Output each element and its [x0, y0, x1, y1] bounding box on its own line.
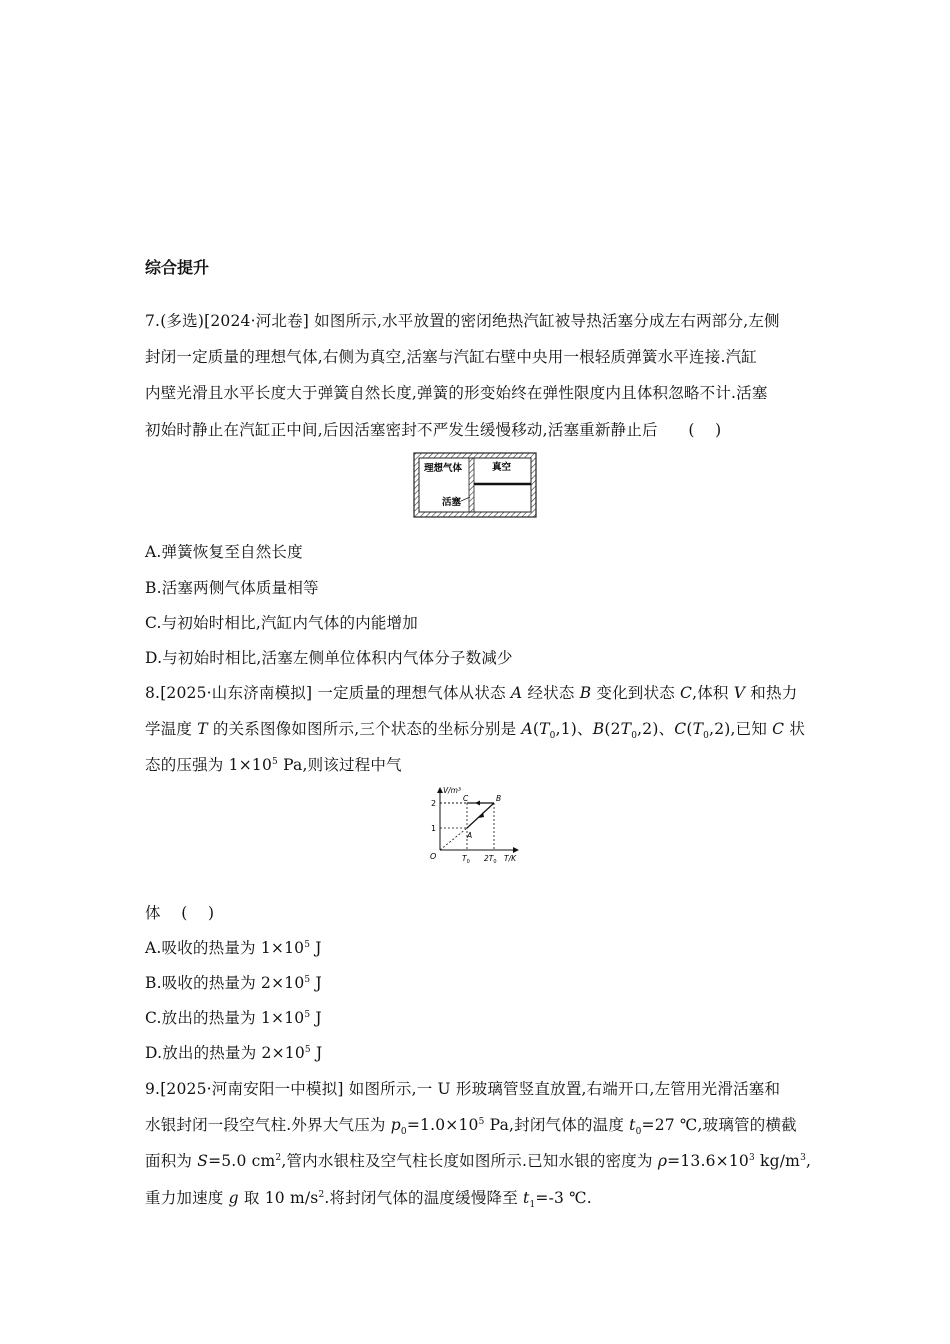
x-tick-t0: $T_0$: [462, 854, 470, 865]
q8-option-d: D.放出的热量为 $2\times 10^5$ J: [145, 1044, 323, 1062]
x-axis-label: T/K: [504, 854, 517, 863]
path-a-b: [467, 803, 494, 828]
q8-stem-line-4: 体 ( ): [145, 904, 215, 922]
point-label-b: B: [496, 794, 502, 803]
q7-option-c: C.与初始时相比,汽缸内气体的内能增加: [145, 614, 418, 632]
label-ideal-gas: 理想气体: [424, 463, 463, 474]
q8-option-a: A.吸收的热量为 $1\times 10^5$ J: [145, 939, 322, 957]
q9-stem-line-1: 9.[2025·河南安阳一中模拟] 如图所示,一 U 形玻璃管竖直放置,右端开口,左管用光滑活塞和: [145, 1080, 781, 1098]
q9-stem-line-4: 重力加速度 g 取 10 $m/s^2$.将封闭气体的温度缓慢降至 $t_1=-3$ ℃.: [145, 1189, 592, 1211]
q7-option-b: B.活塞两侧气体质量相等: [145, 579, 319, 597]
point-label-a: A: [467, 831, 473, 840]
label-vacuum: 真空: [492, 462, 512, 473]
q7-option-a: A.弹簧恢复至自然长度: [145, 543, 303, 561]
label-piston: 活塞: [442, 497, 462, 508]
q7-stem-line-3: 内壁光滑且水平长度大于弹簧自然长度,弹簧的形变始终在弹性限度内且体积忽略不计.活塞: [145, 384, 768, 402]
q9-stem-line-2: 水银封闭一段空气柱.外界大气压为 $p_0=1.0\times 10^5$ Pa,封闭气体的温度 $t_0=27$ ℃,玻璃管的横截: [145, 1116, 797, 1138]
q8-stem-line-1: 8.[2025·山东济南模拟] 一定质量的理想气体从状态 A 经状态 B 变化到状态 C,体积 V 和热力: [145, 684, 798, 702]
q7-stem-line-4: 初始时静止在汽缸正中间,后因活塞密封不严发生缓慢移动,活塞重新静止后 ( ): [145, 421, 722, 439]
y-tick-2: 2: [431, 799, 437, 808]
q7-cylinder-figure: [412, 451, 538, 519]
q7-option-d: D.与初始时相比,活塞左侧单位体积内气体分子数减少: [145, 649, 513, 667]
x-tick-2t0: $2T_0$: [484, 854, 497, 865]
q9-stem-line-3: 面积为 S=5.0 $cm^2$,管内水银柱及空气柱长度如图所示.已知水银的密度为 $\rho=13.6\times 10^3$ $kg/m^3$,: [145, 1152, 812, 1170]
y-tick-1: 1: [431, 824, 437, 833]
q7-stem-line-2: 封闭一定质量的理想气体,右侧为真空,活塞与汽缸右壁中央用一根轻质弹簧水平连接.汽缸: [145, 348, 757, 366]
piston: [469, 458, 474, 512]
section-title: 综合提升: [145, 258, 210, 277]
q8-vt-graph: [424, 784, 524, 868]
q7-stem-line-1: 7.(多选)[2024·河北卷] 如图所示,水平放置的密闭绝热汽缸被导热活塞分成左右两部分,左侧: [145, 312, 780, 330]
q8-stem-line-2: 学温度 T 的关系图像如图所示,三个状态的坐标分别是 $A(T_0,1)$、$B(2T_0,2)$、$C(T_0,2)$,已知 C 状: [145, 720, 806, 742]
q8-stem-line-3: 态的压强为 $1\times 10^5$ Pa,则该过程中气: [145, 756, 402, 774]
y-axis-label: V/m³: [443, 786, 461, 795]
q8-option-b: B.吸收的热量为 $2\times 10^5$ J: [145, 974, 322, 992]
point-label-c: C: [463, 794, 469, 803]
q8-option-c: C.放出的热量为 $1\times 10^5$ J: [145, 1009, 322, 1027]
origin-label: O: [430, 852, 437, 861]
